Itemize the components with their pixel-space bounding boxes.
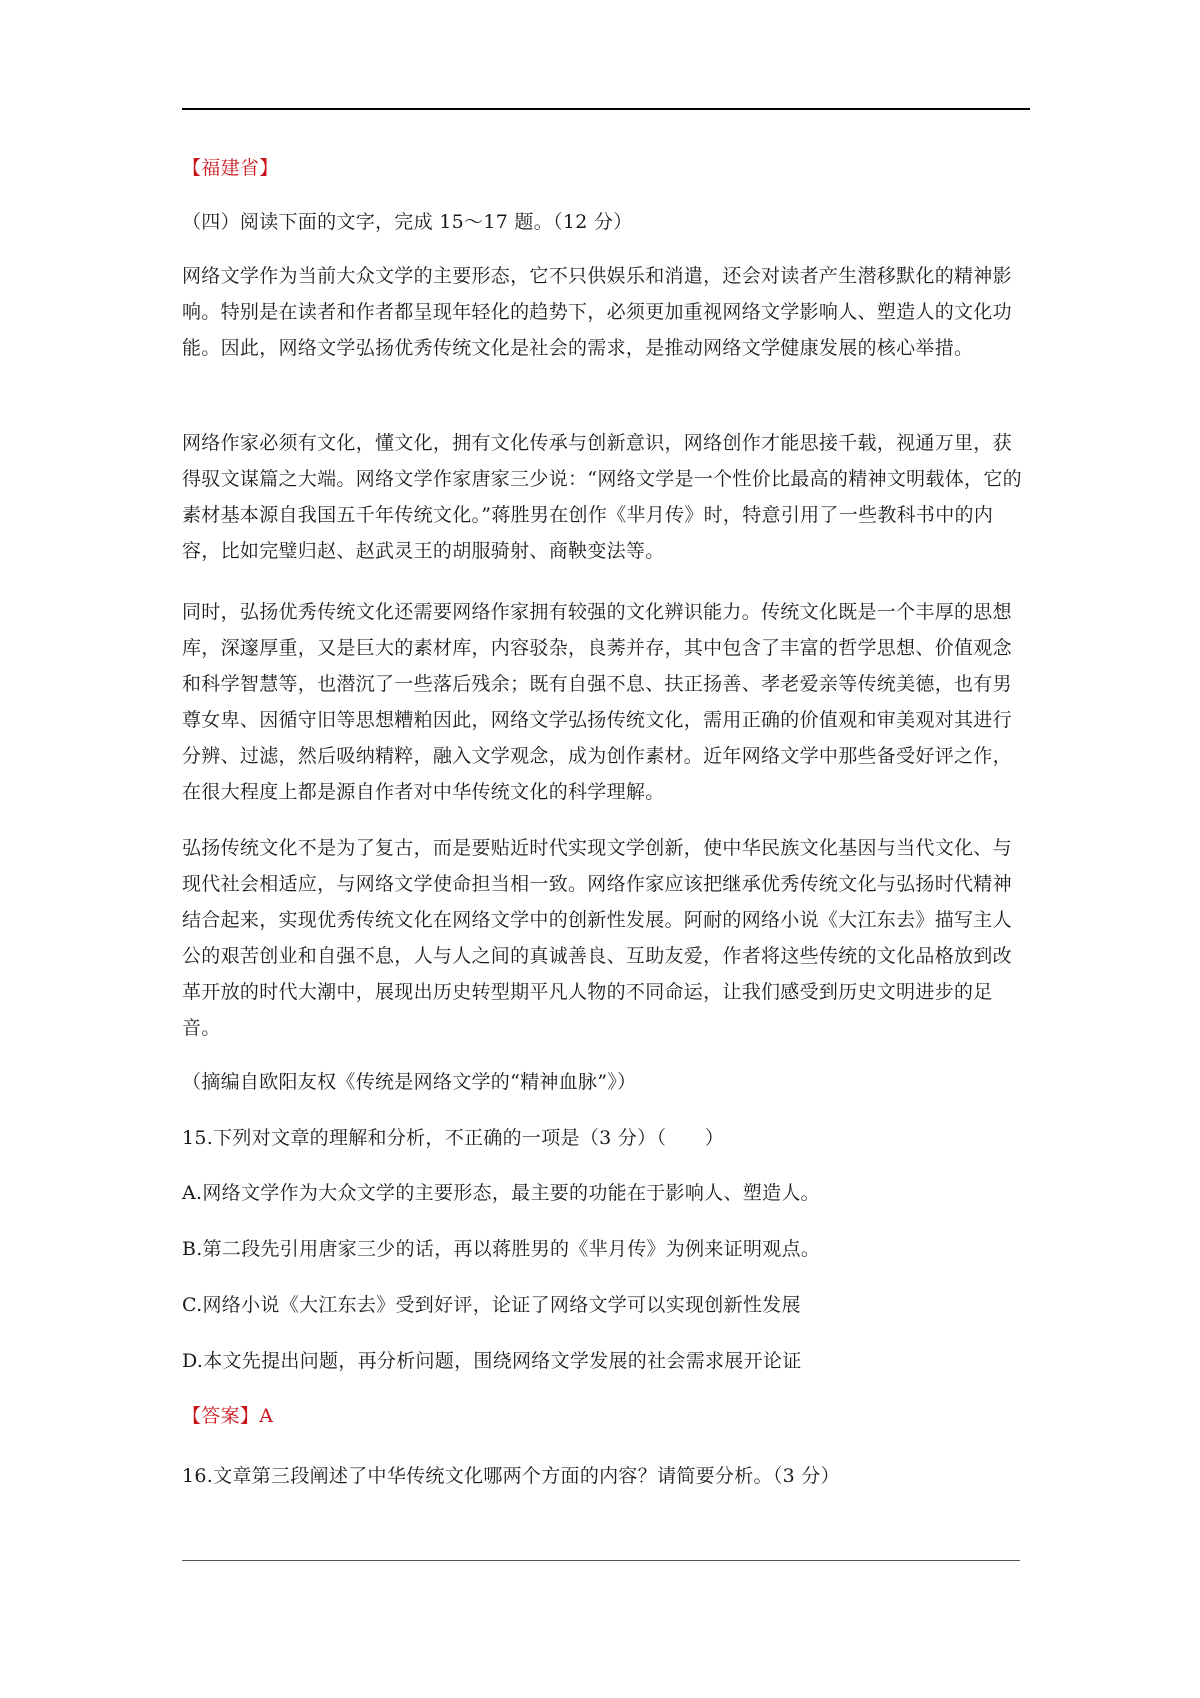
province-tag: 【福建省】	[182, 157, 279, 179]
answer-value: A	[259, 1405, 274, 1427]
answer-blank-line[interactable]	[182, 1560, 1020, 1561]
question-16-stem: 16.文章第三段阐述了中华传统文化哪两个方面的内容？请简要分析。（3 分）	[182, 1465, 840, 1487]
answer-tag: 【答案】	[182, 1405, 260, 1427]
passage-paragraph-1: 网络文学作为当前大众文学的主要形态，它不只供娱乐和消遣，还会对读者产生潜移默化的精神影响。特别是在读者和作者都呈现年轻化的趋势下，必须更加重视网络文学影响人、塑造人的文化功能。因此，网络文学弘扬优秀传统文化是社会的需求，是推动网络文学健康发展的核心举措。	[182, 265, 1012, 359]
question-15-option-a: A.网络文学作为大众文学的主要形态，最主要的功能在于影响人、塑造人。	[182, 1182, 820, 1204]
passage-source: （摘编自欧阳友权《传统是网络文学的“精神血脉”》）	[182, 1071, 637, 1093]
question-15-option-b: B.第二段先引用唐家三少的话，再以蒋胜男的《芈月传》为例来证明观点。	[182, 1238, 821, 1260]
question-15-option-d: D.本文先提出问题，再分析问题，围绕网络文学发展的社会需求展开论证	[182, 1350, 802, 1372]
header-rule	[182, 108, 1030, 110]
question-15-stem: 15.下列对文章的理解和分析，不正确的一项是（3 分）（ ）	[182, 1127, 725, 1149]
question-15-option-c: C.网络小说《大江东去》受到好评，论证了网络文学可以实现创新性发展	[182, 1294, 801, 1316]
passage-paragraph-4: 弘扬传统文化不是为了复古，而是要贴近时代实现文学创新，使中华民族文化基因与当代文化、与现代社会相适应，与网络文学使命担当相一致。网络作家应该把继承优秀传统文化与弘扬时代精神结合起来，实现优秀传统文化在网络文学中的创新性发展。阿耐的网络小说《大江东去》描写主人公的艰苦创业和自强不息，人与人之间的真诚善良、互助友爱，作者将这些传统的文化品格放到改革开放的时代大潮中，展现出历史转型期平凡人物的不同命运，让我们感受到历史文明进步的足音。	[182, 837, 1012, 1039]
section-instruction: （四）阅读下面的文字，完成 15～17 题。（12 分）	[182, 211, 633, 233]
answer-line	[182, 1398, 1030, 1434]
passage-paragraph-2: 网络作家必须有文化，懂文化，拥有文化传承与创新意识，网络创作才能思接千载，视通万里，获得驭文谋篇之大端。网络文学作家唐家三少说：“网络文学是一个性价比最高的精神文明载体，它的素材基本源自我国五千年传统文化。”蒋胜男在创作《芈月传》时，特意引用了一些教科书中的内容，比如完璧归赵、赵武灵王的胡服骑射、商鞅变法等。	[182, 432, 1022, 562]
passage-paragraph-3: 同时，弘扬优秀传统文化还需要网络作家拥有较强的文化辨识能力。传统文化既是一个丰厚的思想库，深邃厚重，又是巨大的素材库，内容驳杂，良莠并存，其中包含了丰富的哲学思想、价值观念和科学智慧等，也潜沉了一些落后残余；既有自强不息、扶正扬善、孝老爱亲等传统美德，也有男尊女卑、因循守旧等思想糟粕因此，网络文学弘扬传统文化，需用正确的价值观和审美观对其进行分辨、过滤，然后吸纳精粹，融入文学观念，成为创作素材。近年网络文学中那些备受好评之作，在很大程度上都是源自作者对中华传统文化的科学理解。	[182, 601, 1012, 803]
